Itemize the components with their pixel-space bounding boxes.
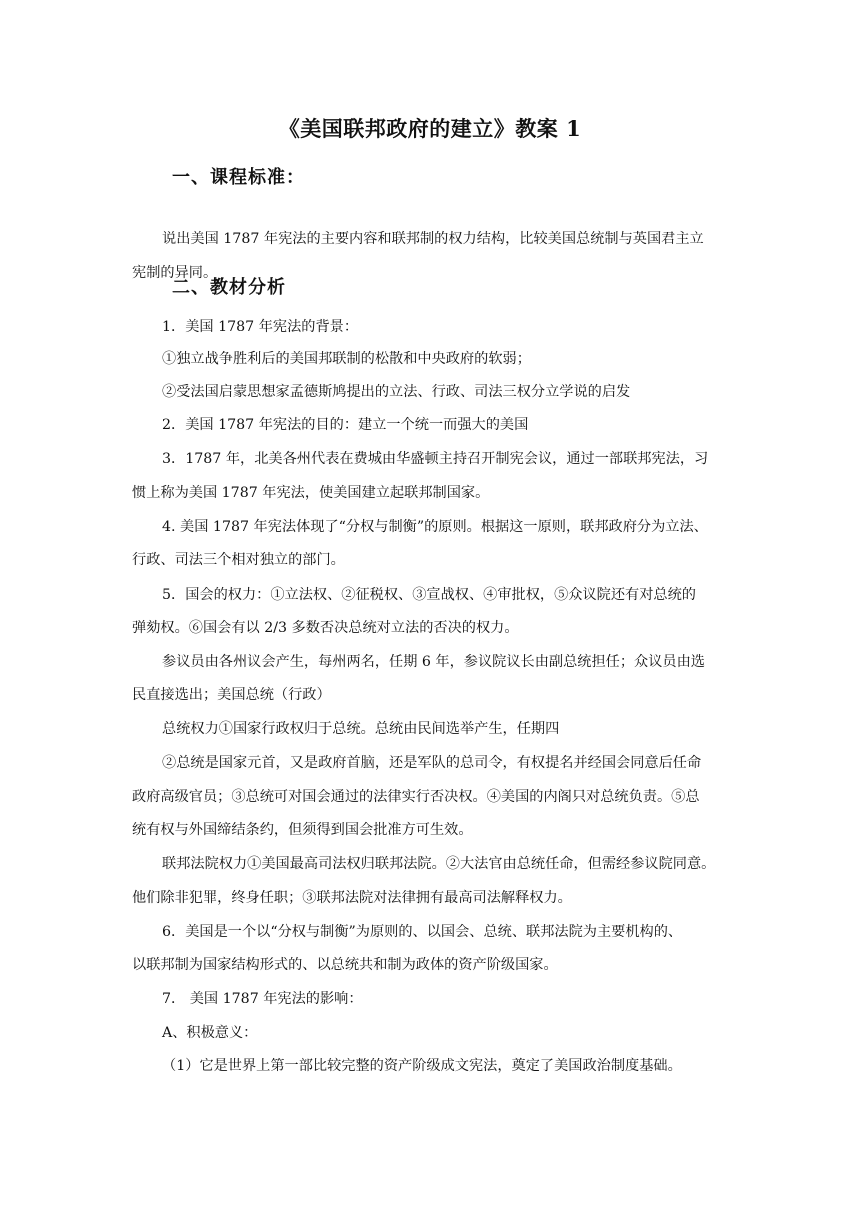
- list-item: A、积极意义：: [162, 1025, 258, 1041]
- paragraph-line: 3．1787 年，北美各州代表在费城由华盛顿主持召开制宪会议，通过一部联邦宪法，习: [162, 451, 709, 467]
- paragraph-line: ②总统是国家元首，又是政府首脑，还是军队的总司令，有权提名并经国会同意后任命: [162, 755, 702, 771]
- paragraph-line: 5．国会的权力：①立法权、②征税权、③宣战权、④审批权，⑤众议院还有对总统的: [162, 587, 696, 603]
- list-item: （1）它是世界上第一部比较完整的资产阶级成文宪法，奠定了美国政治制度基础。: [162, 1058, 682, 1074]
- list-item: ①独立战争胜利后的美国邦联制的松散和中央政府的软弱；: [162, 351, 531, 367]
- paragraph-line: 总统权力①国家行政权归于总统。总统由民间选举产生，任期四: [162, 721, 560, 737]
- section-heading-curriculum-standard: 一、课程标准：: [172, 167, 305, 188]
- paragraph-line: 惯上称为美国 1787 年宪法，使美国建立起联邦制国家。: [132, 485, 490, 501]
- list-item: 1．美国 1787 年宪法的背景：: [162, 319, 359, 335]
- paragraph-line: 宪制的异同。: [132, 265, 218, 281]
- paragraph-line: 6．美国是一个以“分权与制衡”为原则的、以国会、总统、联邦法院为主要机构的、: [162, 924, 683, 940]
- list-item: 2．美国 1787 年宪法的目的：建立一个统一而强大的美国: [162, 417, 529, 433]
- section-heading-textbook-analysis: 二、教材分析: [172, 277, 286, 298]
- paragraph-line: 政府高级官员；③总统可对国会通过的法律实行否决权。④美国的内阁只对总统负责。⑤总: [132, 789, 700, 805]
- paragraph-line: 参议员由各州议会产生，每州两名，任期 6 年，参议院议长由副总统担任；众议员由选: [162, 654, 705, 670]
- paragraph-line: 联邦法院权力①美国最高司法权归联邦法院。②大法官由总统任命，但需经参议院同意。: [162, 856, 716, 872]
- paragraph-line: 弹劾权。⑥国会有以 2/3 多数否决总统对立法的否决的权力。: [132, 620, 519, 636]
- paragraph-line: 4. 美国 1787 年宪法体现了“分权与制衡”的原则。根据这一原则，联邦政府分为立法、: [162, 519, 708, 535]
- paragraph-line: 以联邦制为国家结构形式的、以总统共和制为政体的资产阶级国家。: [132, 957, 558, 973]
- paragraph-line: 行政、司法三个相对独立的部门。: [132, 552, 345, 568]
- paragraph-line: 他们除非犯罪，终身任职；③联邦法院对法律拥有最高司法解释权力。: [132, 890, 572, 906]
- document-title: 《美国联邦政府的建立》教案 1: [278, 116, 582, 141]
- list-item: 7． 美国 1787 年宪法的影响：: [162, 991, 363, 1007]
- paragraph-line: 统有权与外国缔结条约，但须得到国会批准方可生效。: [132, 822, 473, 838]
- paragraph-line: 说出美国 1787 年宪法的主要内容和联邦制的权力结构，比较美国总统制与英国君主立: [162, 231, 704, 247]
- paragraph-line: 民直接选出；美国总统（行政）: [132, 687, 331, 703]
- list-item: ②受法国启蒙思想家孟德斯鸠提出的立法、行政、司法三权分立学说的启发: [162, 384, 631, 400]
